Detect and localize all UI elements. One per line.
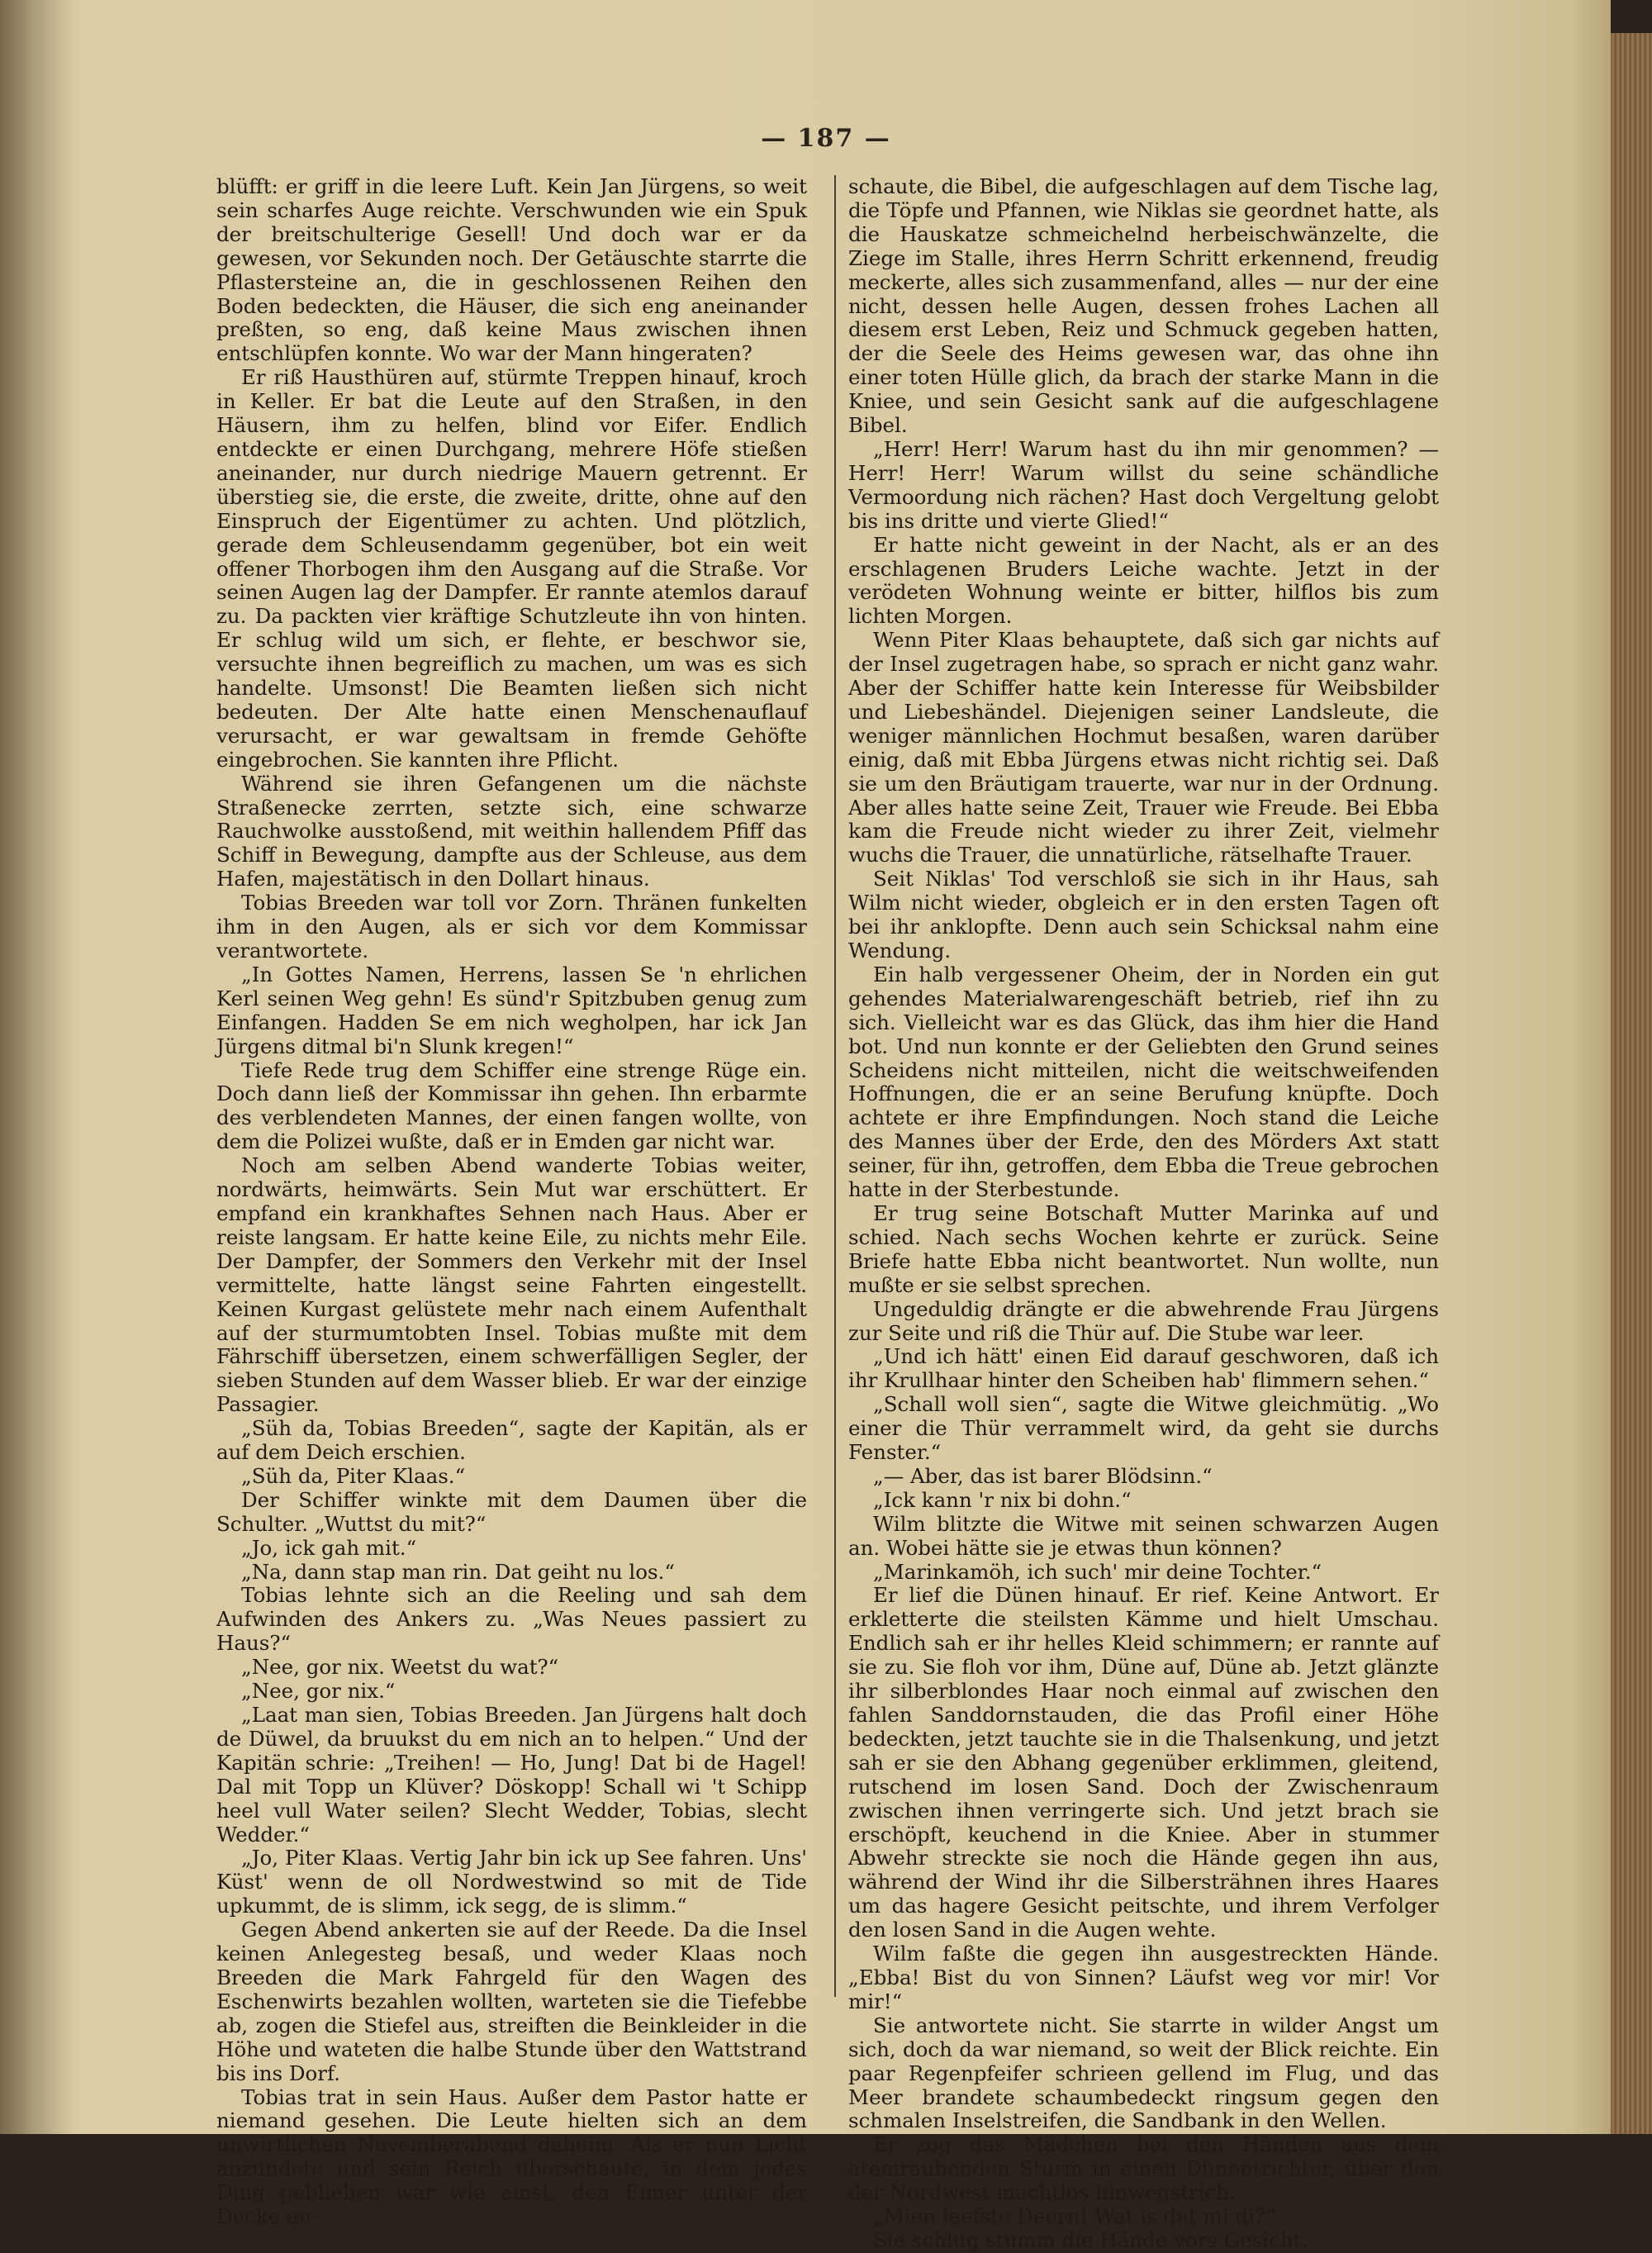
left-paragraph: Tobias Breeden war toll vor Zorn. Thränen funkelten ihm in den Augen, als er sich vor dem Kommissar verantwortete. [216,891,807,963]
left-paragraph: Noch am selben Abend wanderte Tobias weiter, nordwärts, heimwärts. Sein Mut war erschüttert. Er empfand ein krankhaftes Sehnen nach Haus. Aber er reiste langsam. Er hatte keine Eile, zu nichts mehr Eile. Der Dampfer, der Sommers den Verkehr mit der Insel vermittelte, hatte längst seine Fahrten eingestellt. Keinen Kurgast gelüstete mehr nach einem Aufenthalt auf der sturmumtobten Insel. Tobias mußte mit dem Fährschiff übersetzen, einem schwerfälligen Segler, der sieben Stunden auf dem Wasser blieb. Er war der einzige Passagier. [216,1153,807,1417]
page-block-edge [1611,33,1652,2134]
right-paragraph: „Herr! Herr! Warum hast du ihn mir genommen? — Herr! Herr! Warum willst du seine schändliche Vermoordung nich rächen? Hast doch Vergeltung gelobt bis ins dritte und vierte Glied!“ [848,436,1439,533]
right-paragraph: schaute, die Bibel, die aufgeschlagen auf dem Tische lag, die Töpfe und Pfannen, wie Niklas sie geordnet hatte, als die Hauskatze schmeichelnd herbeischwänzelte, die Ziege im Stalle, ihres Herrn Schritt erkennend, freudig meckerte, alles sich zusammenfand, alles — nur der eine nicht, dessen helle Augen, dessen frohes Lachen all diesem erst Leben, Reiz und Schmuck gegeben hatten, der die Seele des Heims gewesen war, das ohne ihn einer toten Hülle glich, da brach der starke Mann in die Kniee, und sein Gesicht sank auf die aufgeschlagene Bibel. [848,174,1439,438]
page-number: — 187 — [761,124,891,153]
right-paragraph: Er hatte nicht geweint in der Nacht, als er an des erschlagenen Bruders Leiche wachte. Jetzt in der verödeten Wohnung weinte er bitter, hilflos bis zum lichten Morgen. [848,532,1439,629]
left-paragraph: Tiefe Rede trug dem Schiffer eine strenge Rüge ein. Doch dann ließ der Kommissar ihn gehen. Ihn erbarmte des verblendeten Mannes, der einen fangen wollte, von dem die Polizei wußte, daß er in Emden gar nicht war. [216,1058,807,1154]
left-paragraph: „Süh da, Tobias Breeden“, sagte der Kapitän, als er auf dem Deich erschien. [216,1416,807,1465]
left-column [216,175,807,2229]
right-paragraph: „Marinkamöh, ich such' mir deine Tochter.“ [873,1559,1322,1584]
right-column [848,175,1439,2253]
left-paragraph: „In Gottes Namen, Herrens, lassen Se 'n ehrlichen Kerl seinen Weg gehn! Es sünd'r Spitzbuben genug zum Einfangen. Hadden Se em nich wegholpen, har ick Jan Jürgens ditmal bi'n Slunk kregen!“ [216,962,807,1058]
right-paragraph: Wilm faßte die gegen ihn ausgestreckten Hände. „Ebba! Bist du von Sinnen? Läufst weg vor mir! Vor mir!“ [848,1942,1439,2013]
right-paragraph: Er trug seine Botschaft Mutter Marinka auf und schied. Nach sechs Wochen kehrte er zurück. Seine Briefe hatte Ebba nicht beantwortet. Nun wollte, nun mußte er sie selbst sprechen. [848,1200,1439,1297]
left-paragraph: Er riß Hausthüren auf, stürmte Treppen hinauf, kroch in Keller. Er bat die Leute auf den Straßen, in den Häusern, ihm zu helfen, blind vor Eifer. Endlich entdeckte er einen Durchgang, mehrere Höfe stießen aneinander, nur durch niedrige Mauern getrennt. Er überstieg sie, die erste, die zweite, dritte, ohne auf den Einspruch der Eigentümer zu achten. Und plötzlich, gerade dem Schleusendamm gegenüber, bot ein weit offener Thorbogen ihm den Ausgang auf die Straße. Vor seinen Augen lag der Dampfer. Er rannte atemlos darauf zu. Da packten vier kräftige Schutzleute ihn von hinten. Er schlug wild um sich, er flehte, er beschwor sie, versuchte ihnen begreiflich zu machen, um was es sich handelte. Umsonst! Die Beamten ließen sich nicht bedeuten. Der Alte hatte einen Menschenauflauf verursacht, er war gewaltsam in fremde Gehöfte eingebrochen. Sie kannten ihre Pflicht. [216,365,807,772]
right-paragraph: „Und ich hätt' einen Eid darauf geschworen, daß ich ihr Krullhaar hinter den Scheiben hab' flimmern sehen.“ [848,1344,1439,1393]
left-paragraph: „Jo, ick gah mit.“ [241,1535,417,1560]
left-paragraph: Tobias lehnte sich an die Reeling und sah dem Aufwinden des Ankers zu. „Was Neues passiert zu Haus?“ [216,1583,807,1656]
left-paragraph: Der Schiffer winkte mit dem Daumen über die Schulter. „Wuttst du mit?“ [216,1487,807,1536]
column-divider [834,175,836,1997]
right-paragraph: Seit Niklas' Tod verschloß sie sich in ihr Haus, sah Wilm nicht wieder, obgleich er in den ersten Tagen oft bei ihr anklopfte. Denn auch sein Schicksal nahm eine Wendung. [848,867,1439,963]
left-paragraph: „Nee, gor nix. Weetst du wat?“ [241,1655,559,1680]
left-paragraph: „Süh da, Piter Klaas.“ [241,1463,466,1488]
right-paragraph: „Mien leefste Deern! Wat is dat mi di?“ [873,2204,1276,2229]
left-paragraph: Gegen Abend ankerten sie auf der Reede. Da die Insel keinen Anlegesteg besaß, und weder Klaas noch Breeden die Mark Fahrgeld für den Wagen des Eschenwirts bezahlen wollten, warteten sie die Tiefebbe ab, zogen die Stiefel aus, streiften die Beinkleider in die Höhe und wateten die halbe Stunde über den Wattstrand bis ins Dorf. [216,1918,807,2085]
right-paragraph: Er zog das Mädchen bei den Händen aus dem atemraubenden Sturm in einen Dünentrichter, über den der Nordwest machtlos hinwegstrich. [848,2132,1439,2205]
right-paragraph: Wenn Piter Klaas behauptete, daß sich gar nichts auf der Insel zugetragen habe, so sprach er nicht ganz wahr. Aber der Schiffer hatte kein Interesse für Weibsbilder und Liebeshändel. Diejenigen seiner Landsleute, die weniger männlichen Hochmut besaßen, waren darüber einig, daß mit Ebba Jürgens etwas nicht richtig sei. Daß sie um den Bräutigam trauerte, war nur in der Ordnung. Aber alles hatte seine Zeit, Trauer wie Freude. Bei Ebba kam die Freude nicht wieder zu ihrer Zeit, vielmehr wuchs die Trauer, die unnatürliche, rätselhafte Trauer. [848,628,1439,867]
right-paragraph: „— Aber, das ist barer Blödsinn.“ [873,1463,1213,1488]
right-paragraph: Ein halb vergessener Oheim, der in Norden ein gut gehendes Materialwarengeschäft betrieb, rief ihn zu sich. Vielleicht war es das Glück, das ihm hier die Hand bot. Und nun konnte er der Geliebten den Grund seines Scheidens nicht mitteilen, nicht die weitschweifenden Hoffnungen, die er an seine Berufung knüpfte. Doch achtete er ihre Empfindungen. Noch stand die Leiche des Mannes über der Erde, den des Mörders Axt statt seiner, für ihn, getroffen, dem Ebba die Treue gebrochen hatte in der Sterbestunde. [848,962,1439,1202]
right-paragraph: Er lief die Dünen hinauf. Er rief. Keine Antwort. Er erkletterte die steilsten Kämme und hielt Umschau. Endlich sah er ihr helles Kleid schimmern; er rannte auf sie zu. Sie floh vor ihm, Düne auf, Düne ab. Jetzt glänzte ihr silberblondes Haar noch einmal auf zwischen den fahlen Sanddornstauden, die das Profil einer Höhe bedeckten, jetzt tauchte sie in die Thalsenkung, und jetzt sah er sie den Abhang gegenüber erklimmen, gleitend, rutschend im losen Sand. Doch der Zwischenraum zwischen ihnen verringerte sich. Und jetzt brach sie erschöpft, keuchend in die Kniee. Aber in stummer Abwehr streckte sie noch die Hände gegen ihn aus, während der Wind ihr die Silbersträhnen ihres Haares um das hagere Gesicht peitschte, und ihrem Verfolger den losen Sand in die Augen wehte. [848,1583,1439,1942]
right-paragraph: „Schall woll sien“, sagte die Witwe gleichmütig. „Wo einer die Thür verrammelt wird, da geht sie durchs Fenster.“ [848,1392,1439,1465]
right-paragraph: Sie antwortete nicht. Sie starrte in wilder Angst um sich, doch da war niemand, so weit der Blick reichte. Ein paar Regenpfeifer schrieen gellend im Flug, und das Meer brandete schaumbedeckt ringsum gegen den schmalen Inselstreifen, die Sandbank in den Wellen. [848,2013,1439,2133]
right-paragraph: „Ick kann 'r nix bi dohn.“ [873,1487,1132,1512]
left-paragraph: Tobias trat in sein Haus. Außer dem Pastor hatte er niemand gesehen. Die Leute hielten sich an dem unwirtlichen Novemberabend daheim. Als er nun Licht anzündete und sein Reich überschaute, in dem jedes Ding geblieben war wie einst, den Eimer unter der Decke an- [216,2084,807,2229]
left-paragraph: „Laat man sien, Tobias Breeden. Jan Jürgens halt doch de Düwel, da bruukst du em nich an to helpen.“ Und der Kapitän schrie: „Treihen! — Ho, Jung! Dat bi de Hagel! Dal mit Topp un Klüver? Döskopp! Schall wi 't Schipp heel vull Water seilen? Slecht Wedder, Tobias, slecht Wedder.“ [216,1703,807,1847]
right-paragraph: Ungeduldig drängte er die abwehrende Frau Jürgens zur Seite und riß die Thür auf. Die Stube war leer. [848,1296,1439,1345]
left-paragraph: „Na, dann stap man rin. Dat geiht nu los.“ [241,1559,675,1584]
left-paragraph: blüfft: er griff in die leere Luft. Kein Jan Jürgens, so weit sein scharfes Auge reichte. Verschwunden wie ein Spuk der breitschulterige Gesell! Und doch war er da gewesen, vor Sekunden noch. Der Getäuschte starrte die Pflastersteine an, die in geschlossenen Reihen den Boden bedeckten, die Häuser, die sich eng aneinander preßten, so eng, daß keine Maus zwischen ihnen entschlüpfen konnte. Wo war der Mann hingeraten? [216,174,807,366]
right-paragraph: Sie schlug stumm die Hände vors Gesicht. [873,2227,1308,2252]
left-paragraph: „Nee, gor nix.“ [241,1679,396,1704]
left-paragraph: „Jo, Piter Klaas. Vertig Jahr bin ick up See fahren. Uns' Küst' wenn de oll Nordwestwind so mit de Tide upkummt, de is slimm, ick segg, de is slimm.“ [216,1846,807,1918]
left-paragraph: Während sie ihren Gefangenen um die nächste Straßenecke zerrten, setzte sich, eine schwarze Rauchwolke ausstoßend, mit weithin hallendem Pfiff das Schiff in Bewegung, dampfte aus der Schleuse, aus dem Hafen, majestätisch in den Dollart hinaus. [216,771,807,891]
right-paragraph: Wilm blitzte die Witwe mit seinen schwarzen Augen an. Wobei hätte sie je etwas thun können? [848,1511,1439,1560]
binding-shadow [0,0,74,2134]
